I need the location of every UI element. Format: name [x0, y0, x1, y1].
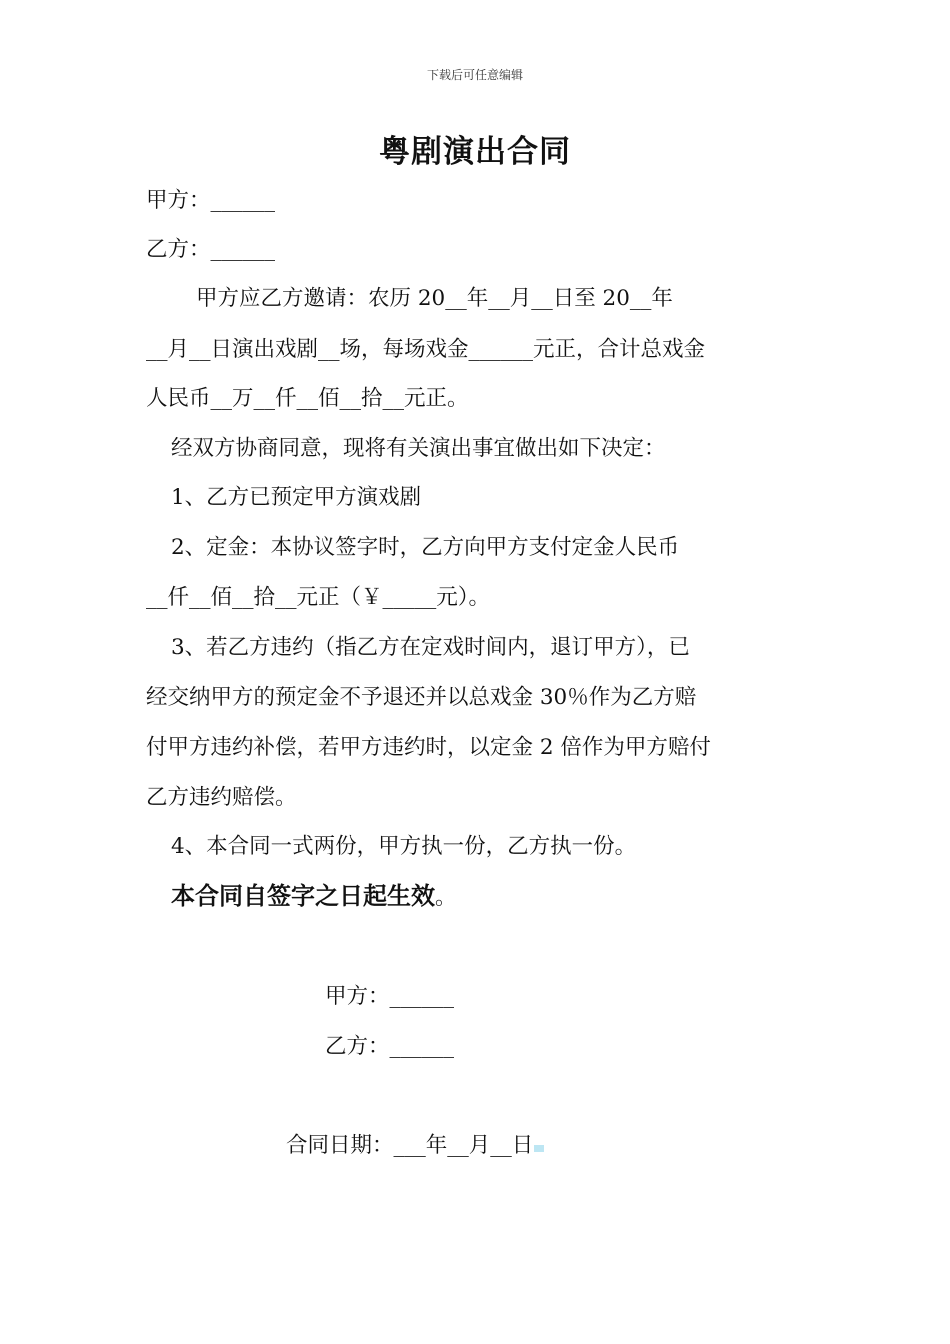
text-cursor-mark	[534, 1145, 544, 1152]
paragraph-1-line-1: 甲方应乙方邀请：农历 20__年__月__日至 20__年	[196, 286, 673, 311]
header-note: 下载后可任意编辑	[426, 68, 523, 82]
item-3-line-3: 付甲方违约补偿，若甲方违约时，以定金 2 倍作为甲方赔付	[146, 735, 711, 760]
party-a-line: 甲方：______	[146, 188, 276, 213]
item-3-line-1: 3、若乙方违约（指乙方在定戏时间内，退订甲方），已	[171, 635, 690, 660]
item-2-line-2: __仟__佰__拾__元正（￥_____元）。	[146, 585, 491, 610]
effect-bold-text: 本合同自签字之日起生效	[171, 881, 435, 910]
signature-party-a: 甲方：______	[325, 984, 455, 1009]
intro-line: 经双方协商同意，现将有关演出事宜做出如下决定：	[171, 436, 666, 461]
effect-end-punct: 。	[435, 885, 457, 910]
item-3-line-2: 经交纳甲方的预定金不予退还并以总戏金 30％作为乙方赔	[146, 685, 697, 710]
page-title: 粤剧演出合同	[379, 134, 571, 170]
party-b-line: 乙方：______	[146, 237, 276, 262]
contract-date: 合同日期：___年__月__日	[286, 1133, 534, 1158]
item-1: 1、乙方已预定甲方演戏剧	[171, 485, 422, 510]
contract-date-line	[286, 1131, 544, 1161]
item-2-line-1: 2、定金：本协议签字时，乙方向甲方支付定金人民币	[171, 535, 680, 560]
item-4: 4、本合同一式两份，甲方执一份，乙方执一份。	[171, 834, 637, 859]
signature-party-b: 乙方：______	[325, 1034, 455, 1059]
paragraph-1-line-3: 人民币__万__仟__佰__拾__元正。	[146, 386, 469, 411]
paragraph-1-line-2: __月__日演出戏剧__场，每场戏金______元正，合计总戏金	[146, 337, 706, 362]
item-3-line-4: 乙方违约赔偿。	[146, 785, 297, 810]
effect-line	[171, 881, 457, 913]
